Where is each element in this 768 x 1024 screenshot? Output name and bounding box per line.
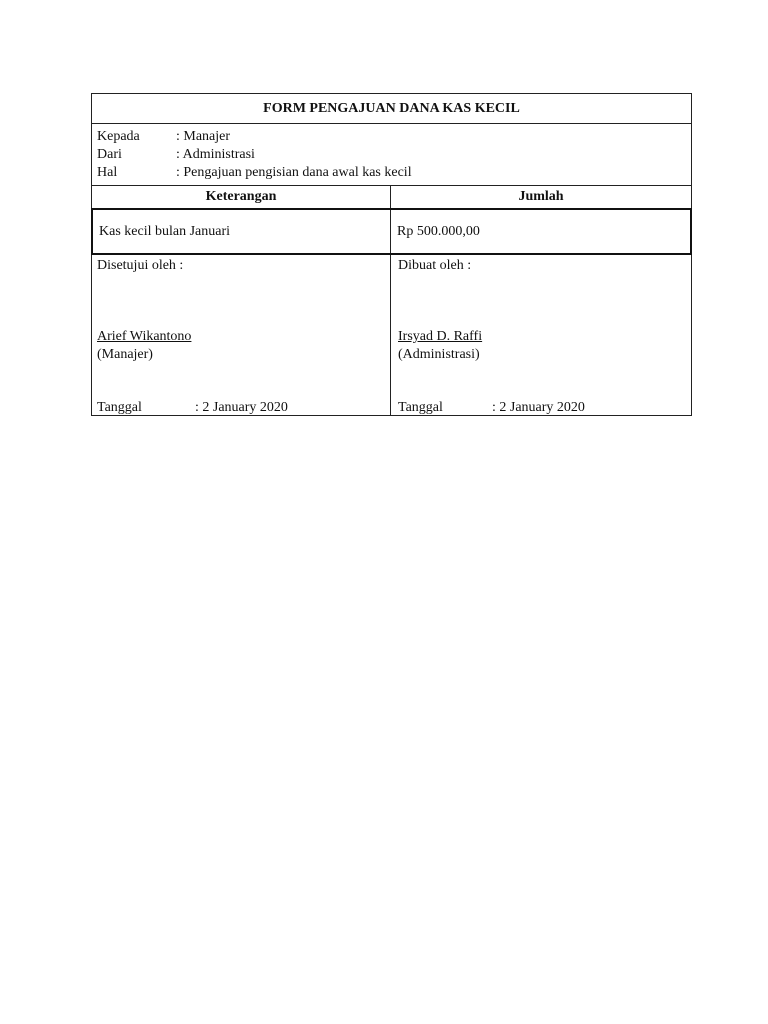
date-label: Tanggal [398,400,443,415]
meta-row-hal [97,164,691,182]
creator-date [398,399,585,417]
approver-block [92,255,391,415]
column-header-jumlah: Jumlah [518,189,564,204]
date-value: : 2 January 2020 [492,400,585,415]
creator-role: (Administrasi) [398,347,480,362]
form-header-info [92,124,691,186]
meta-value: : Manajer [176,129,231,144]
meta-key: Hal [97,165,118,180]
meta-value: : Pengajuan pengisian dana awal kas kecil [176,165,412,180]
meta-key: Dari [97,147,122,162]
creator-block [391,255,691,415]
petty-cash-request-form [91,93,692,416]
table-header-row [92,186,691,208]
column-header-keterangan: Keterangan [92,186,391,208]
form-title: FORM PENGAJUAN DANA KAS KECIL [92,94,691,124]
date-value: : 2 January 2020 [195,400,288,415]
cell-keterangan: Kas kecil bulan Januari [93,210,391,253]
date-label: Tanggal [97,400,142,415]
approver-name: Arief Wikantono [97,329,192,344]
approved-by-caption: Disetujui oleh : [97,258,184,273]
approver-role: (Manajer) [97,347,153,362]
approver-date [97,399,288,417]
creator-name: Irsyad D. Raffi [398,329,483,344]
signature-row [92,255,691,415]
created-by-caption: Dibuat oleh : [398,258,472,273]
meta-value: : Administrasi [176,147,255,162]
meta-row-dari [97,146,691,164]
table-row [91,208,692,255]
meta-row-kepada [97,128,691,146]
cell-jumlah: Rp 500.000,00 [397,224,480,239]
meta-key: Kepada [97,129,140,144]
